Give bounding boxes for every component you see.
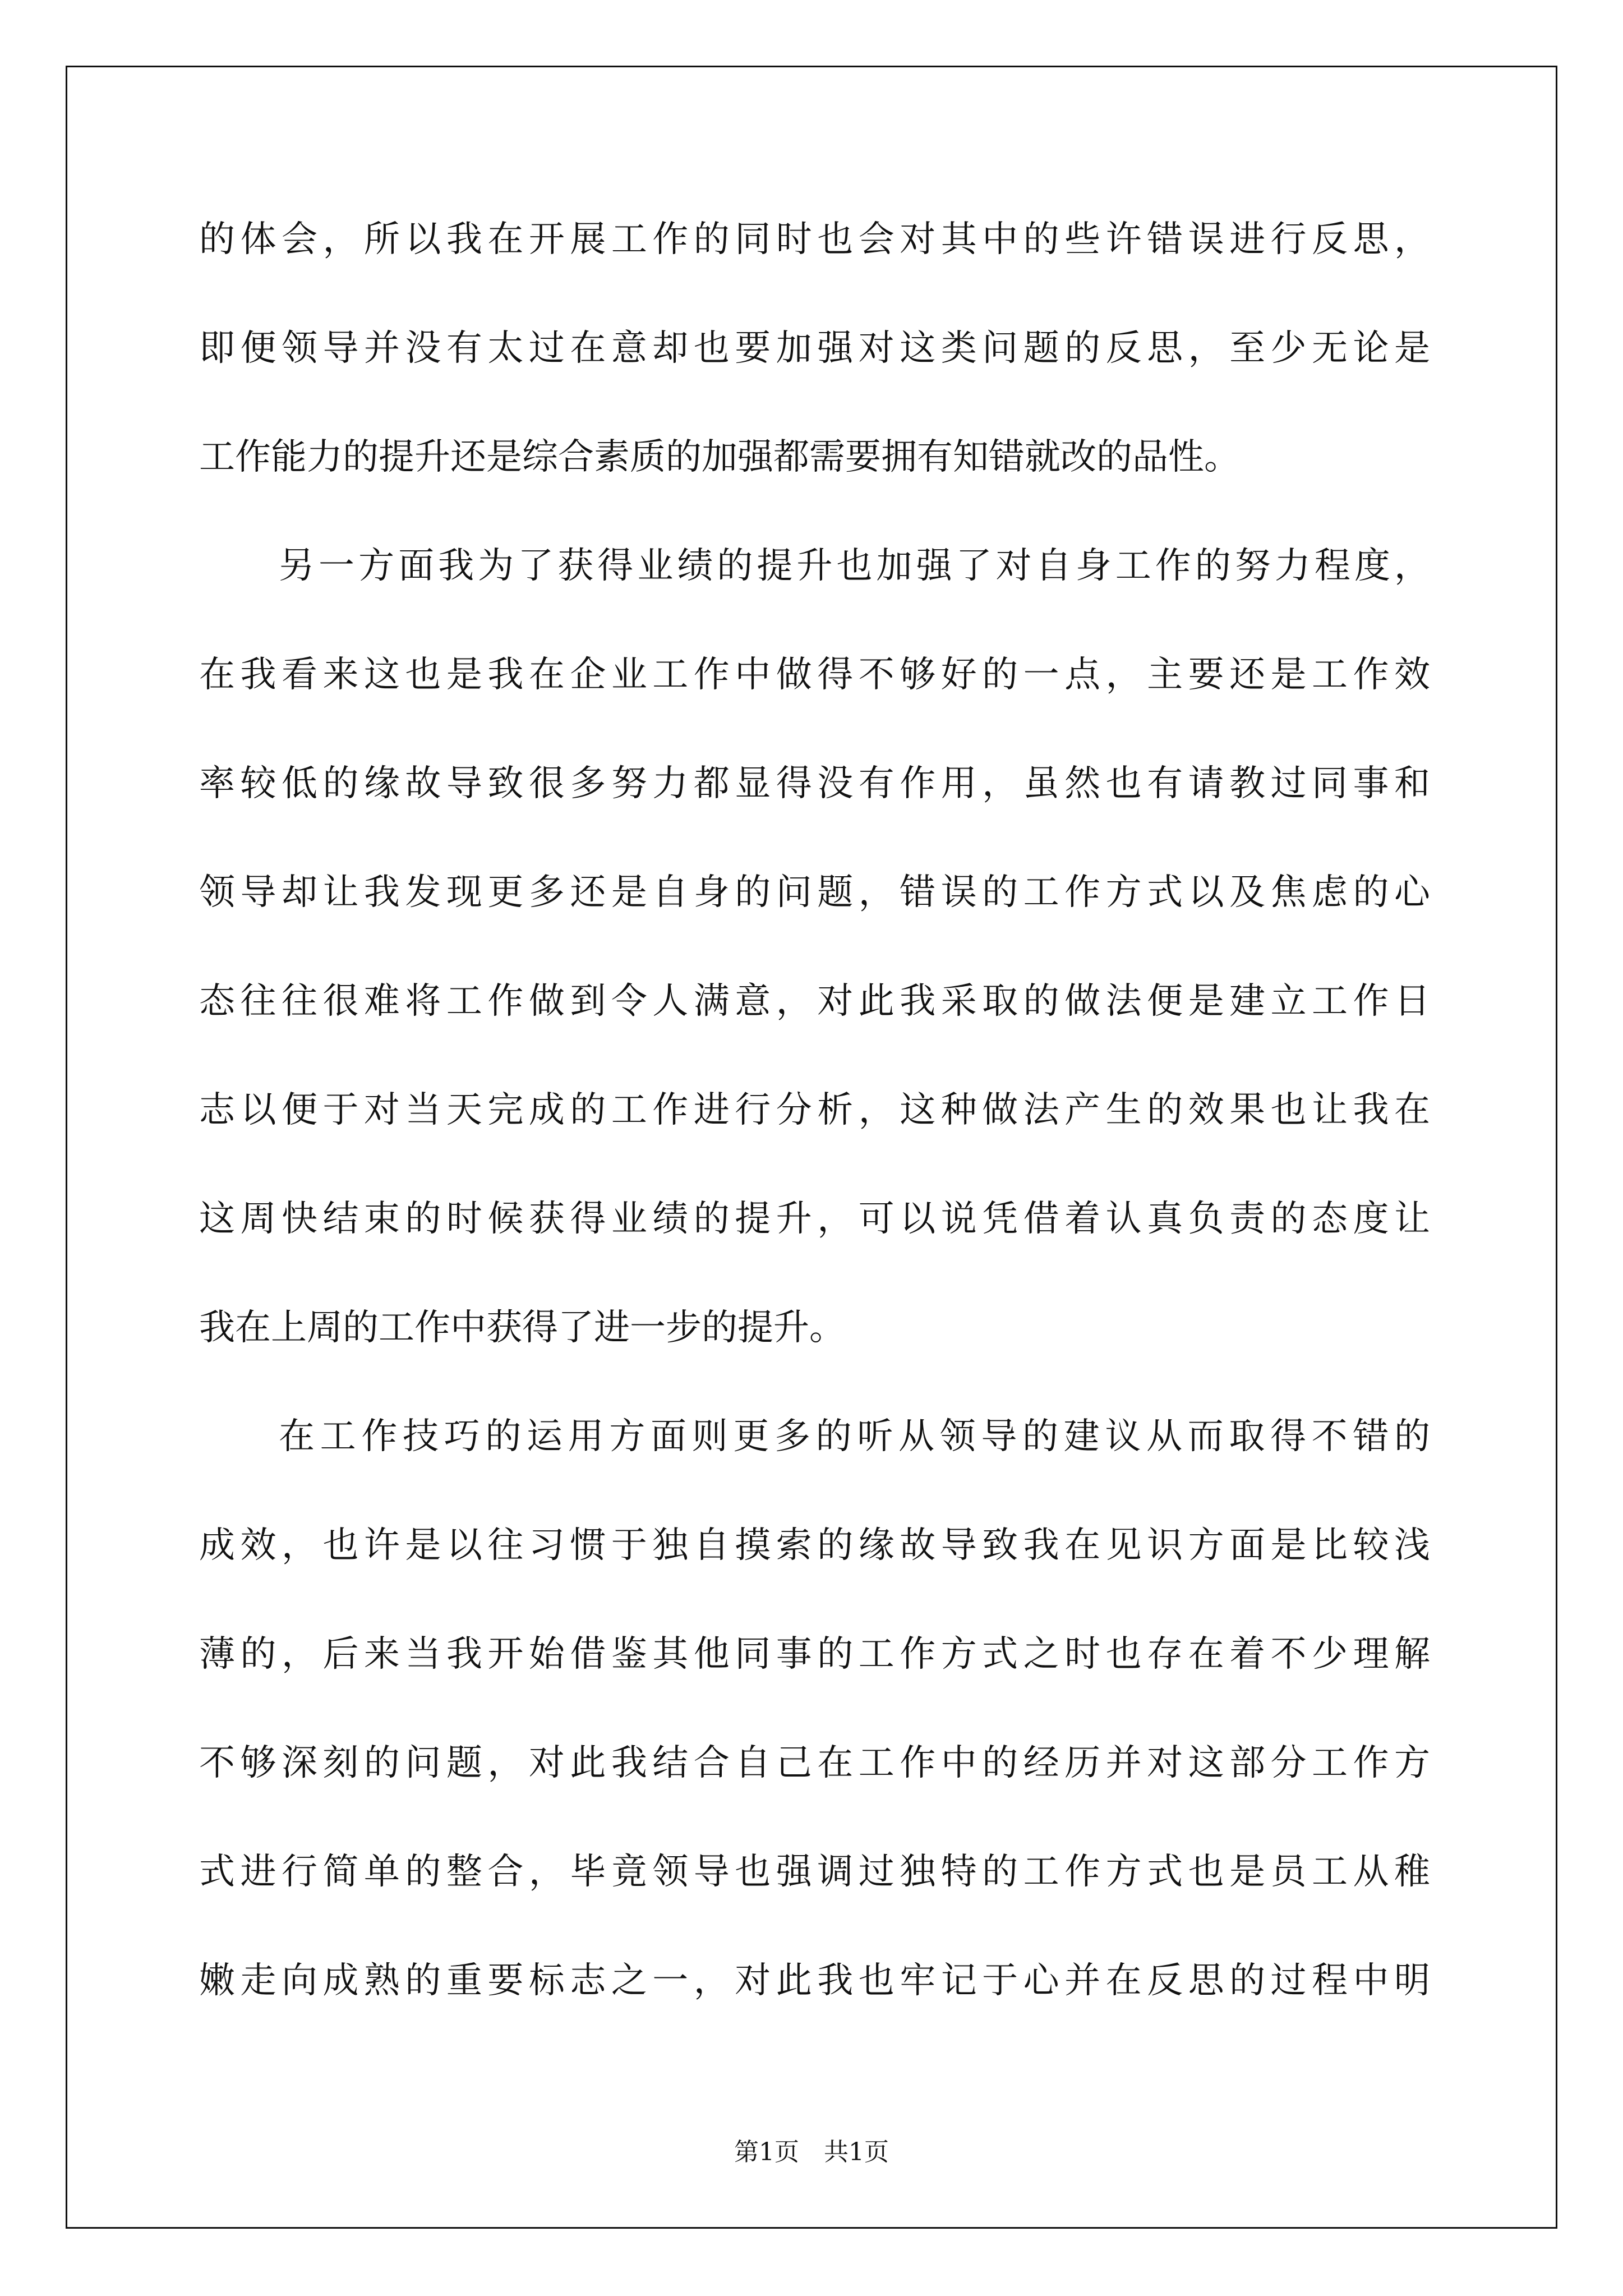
document-body	[199, 185, 1430, 2035]
text-line: 薄的，后来当我开始借鉴其他同事的工作方式之时也存在着不少理解	[199, 1634, 1430, 1675]
text-line: 在我看来这也是我在企业工作中做得不够好的一点，主要还是工作效	[199, 654, 1430, 696]
text-line: 不够深刻的问题，对此我结合自己在工作中的经历并对这部分工作方	[199, 1742, 1430, 1784]
text-line: 我在上周的工作中获得了进一步的提升。	[199, 1307, 845, 1349]
text-line: 这周快结束的时候获得业绩的提升，可以说凭借着认真负责的态度让	[199, 1198, 1430, 1240]
text-line: 在工作技巧的运用方面则更多的听从领导的建议从而取得不错的	[279, 1416, 1430, 1457]
text-line: 志以便于对当天完成的工作进行分析，这种做法产生的效果也让我在	[199, 1089, 1430, 1131]
page-footer	[0, 2132, 1623, 2168]
page-total: 共1页	[824, 2138, 889, 2166]
text-line: 嫩走向成熟的重要标志之一，对此我也牢记于心并在反思的过程中明	[199, 1960, 1430, 2001]
text-line: 即便领导并没有太过在意却也要加强对这类问题的反思，至少无论是	[199, 328, 1430, 369]
text-line: 态往往很难将工作做到令人满意，对此我采取的做法便是建立工作日	[199, 981, 1430, 1022]
text-line: 另一方面我为了获得业绩的提升也加强了对自身工作的努力程度，	[279, 545, 1430, 587]
text-line: 工作能力的提升还是综合素质的加强都需要拥有知错就改的品性。	[199, 436, 1240, 478]
text-line: 领导却让我发现更多还是自身的问题，错误的工作方式以及焦虑的心	[199, 872, 1430, 913]
page-number: 第1页	[734, 2138, 799, 2166]
text-line: 式进行简单的整合，毕竟领导也强调过独特的工作方式也是员工从稚	[199, 1851, 1430, 1893]
text-line: 的体会，所以我在开展工作的同时也会对其中的些许错误进行反思，	[199, 219, 1430, 260]
text-line: 率较低的缘故导致很多努力都显得没有作用，虽然也有请教过同事和	[199, 763, 1430, 804]
text-line: 成效，也许是以往习惯于独自摸索的缘故导致我在见识方面是比较浅	[199, 1525, 1430, 1566]
